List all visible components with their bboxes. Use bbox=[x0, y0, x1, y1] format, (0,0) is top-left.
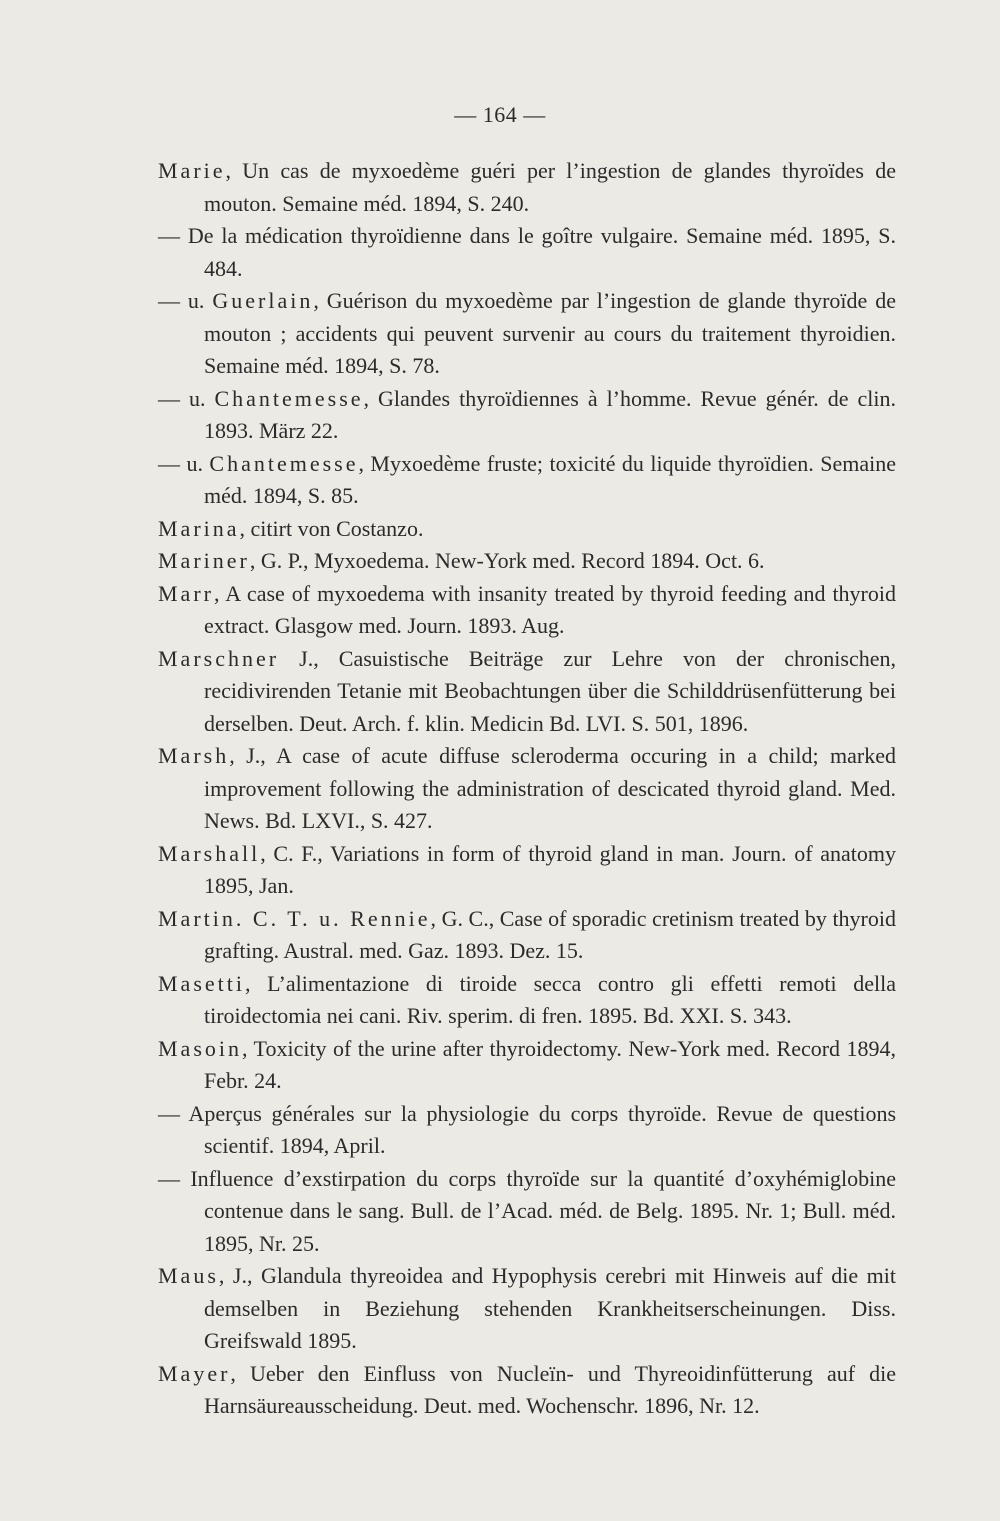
entry-author: Guerlain bbox=[212, 288, 314, 313]
entry-text: , Un cas de myxoedème guéri per l’ingestion de glandes thyroïdes de mouton. Semaine méd. 1894, S. 240. bbox=[204, 158, 896, 216]
bibliography-entry bbox=[158, 838, 896, 903]
bibliography-entry bbox=[158, 643, 896, 741]
entry-lead: — u. bbox=[158, 450, 210, 476]
bibliography-entry bbox=[158, 220, 896, 285]
entry-lead: — bbox=[158, 223, 188, 248]
entry-lead: — u. bbox=[158, 385, 215, 411]
entry-author: Marshall bbox=[158, 840, 261, 866]
entry-author: Mayer bbox=[158, 1360, 231, 1386]
entry-author: Marina bbox=[158, 515, 240, 541]
bibliography-entry bbox=[158, 968, 896, 1033]
entry-author: Marie bbox=[158, 158, 226, 183]
bibliography-entry bbox=[158, 903, 896, 968]
entry-lead: — u. bbox=[158, 288, 213, 313]
entry-text: , Ueber den Einfluss von Nucleïn- und Thyreoidinfütterung auf die Harnsäureausscheidung. Deut. med. Wochenschr. 1896, Nr. 12. bbox=[204, 1360, 896, 1418]
bibliography-entry bbox=[158, 448, 896, 513]
bibliography-entry bbox=[158, 1098, 896, 1163]
bibliography-entry bbox=[158, 155, 896, 220]
entry-author: Chantemesse bbox=[214, 385, 364, 411]
entry-text: , G. C., Case of sporadic cretinism treated by thyroid grafting. Austral. med. Gaz. 1893. Dez. 15. bbox=[204, 905, 896, 963]
bibliography-entry bbox=[158, 285, 896, 383]
entry-text: , citirt von Costanzo. bbox=[239, 515, 424, 541]
entry-text: , J., A case of acute diffuse scleroderma occuring in a child; marked improvement following the administration of descicated thyroid gland. Med. News. Bd. LXVI., S. 427. bbox=[204, 743, 896, 833]
bibliography-entry bbox=[158, 740, 896, 838]
entry-author: Marsh bbox=[158, 743, 230, 768]
entry-author: Masetti bbox=[158, 970, 245, 996]
entry-text: , L’alimentazione di tiroide secca contro gli effetti remoti della tiroidectomia nei cani. Riv. sperim. di fren. 1895. Bd. XXI. S. 343. bbox=[204, 970, 896, 1028]
bibliography-entry bbox=[158, 513, 896, 546]
entry-lead: — bbox=[158, 1165, 191, 1191]
entry-text: Aperçus générales sur la physiologie du corps thyroïde. Revue de questions scientif. 1894, April. bbox=[188, 1100, 896, 1158]
entry-author: Chantemesse bbox=[209, 450, 359, 476]
page-number: — 164 — bbox=[454, 102, 546, 127]
bibliography-list bbox=[158, 155, 896, 1423]
entry-author: Marr bbox=[158, 580, 214, 606]
entry-text: , Myxoedème fruste; toxicité du liquide thyroïdien. Semaine méd. 1894, S. 85. bbox=[204, 450, 897, 508]
entry-text: , J., Glandula thyreoidea and Hypophysis cerebri mit Hinweis auf die mit demselben in Beziehung stehenden Krankheitserscheinungen. Diss. Greifswald 1895. bbox=[204, 1263, 896, 1353]
bibliography-entry bbox=[158, 545, 896, 578]
entry-text: , A case of myxoedema with insanity treated by thyroid feeding and thyroid extract. Glasgow med. Journ. 1893. Aug. bbox=[204, 580, 896, 638]
entry-text: , G. P., Myxoedema. New-York med. Record 1894. Oct. 6. bbox=[249, 548, 765, 573]
entry-author: Maus bbox=[158, 1263, 219, 1288]
entry-author: Masoin bbox=[158, 1035, 242, 1061]
entry-text: , Toxicity of the urine after thyroidectomy. New-York med. Record 1894, Febr. 24. bbox=[204, 1035, 896, 1093]
bibliography-entry bbox=[158, 1033, 896, 1098]
entry-text: , C. F., Variations in form of thyroid gland in man. Journ. of anatomy 1895, Jan. bbox=[204, 840, 896, 898]
bibliography-entry bbox=[158, 383, 896, 448]
entry-text: De la médication thyroïdienne dans le goître vulgaire. Semaine méd. 1895, S. 484. bbox=[187, 223, 896, 281]
bibliography-entry bbox=[158, 1260, 896, 1358]
entry-lead: — bbox=[158, 1100, 189, 1126]
entry-author: Marschner bbox=[158, 645, 280, 671]
entry-author: Mariner bbox=[158, 548, 250, 573]
entry-text: , Guérison du myxoedème par l’ingestion de glande thyroïde de mouton ; accidents qui peuvent survenir au cours du traitement thyroidien. Semaine méd. 1894, S. 78. bbox=[204, 288, 897, 378]
entry-text: , Glandes thyroïdiennes à l’homme. Revue génér. de clin. 1893. März 22. bbox=[204, 385, 896, 443]
bibliography-entry bbox=[158, 578, 896, 643]
entry-author: Martin. C. T. u. Rennie bbox=[158, 905, 431, 931]
bibliography-entry bbox=[158, 1163, 896, 1261]
entry-text: J., Casuistische Beiträge zur Lehre von der chronischen, recidivirenden Tetanie mit Beobachtungen über die Schilddrüsenfütterung bei derselben. Deut. Arch. f. klin. Medicin Bd. LVI. S. 501, 1896. bbox=[204, 645, 896, 736]
entry-text: Influence d’exstirpation du corps thyroïde sur la quantité d’oxyhémiglobine contenue dans le sang. Bull. de l’Acad. méd. de Belg. 1895. Nr. 1; Bull. méd. 1895, Nr. 25. bbox=[190, 1165, 897, 1256]
bibliography-entry bbox=[158, 1358, 896, 1423]
